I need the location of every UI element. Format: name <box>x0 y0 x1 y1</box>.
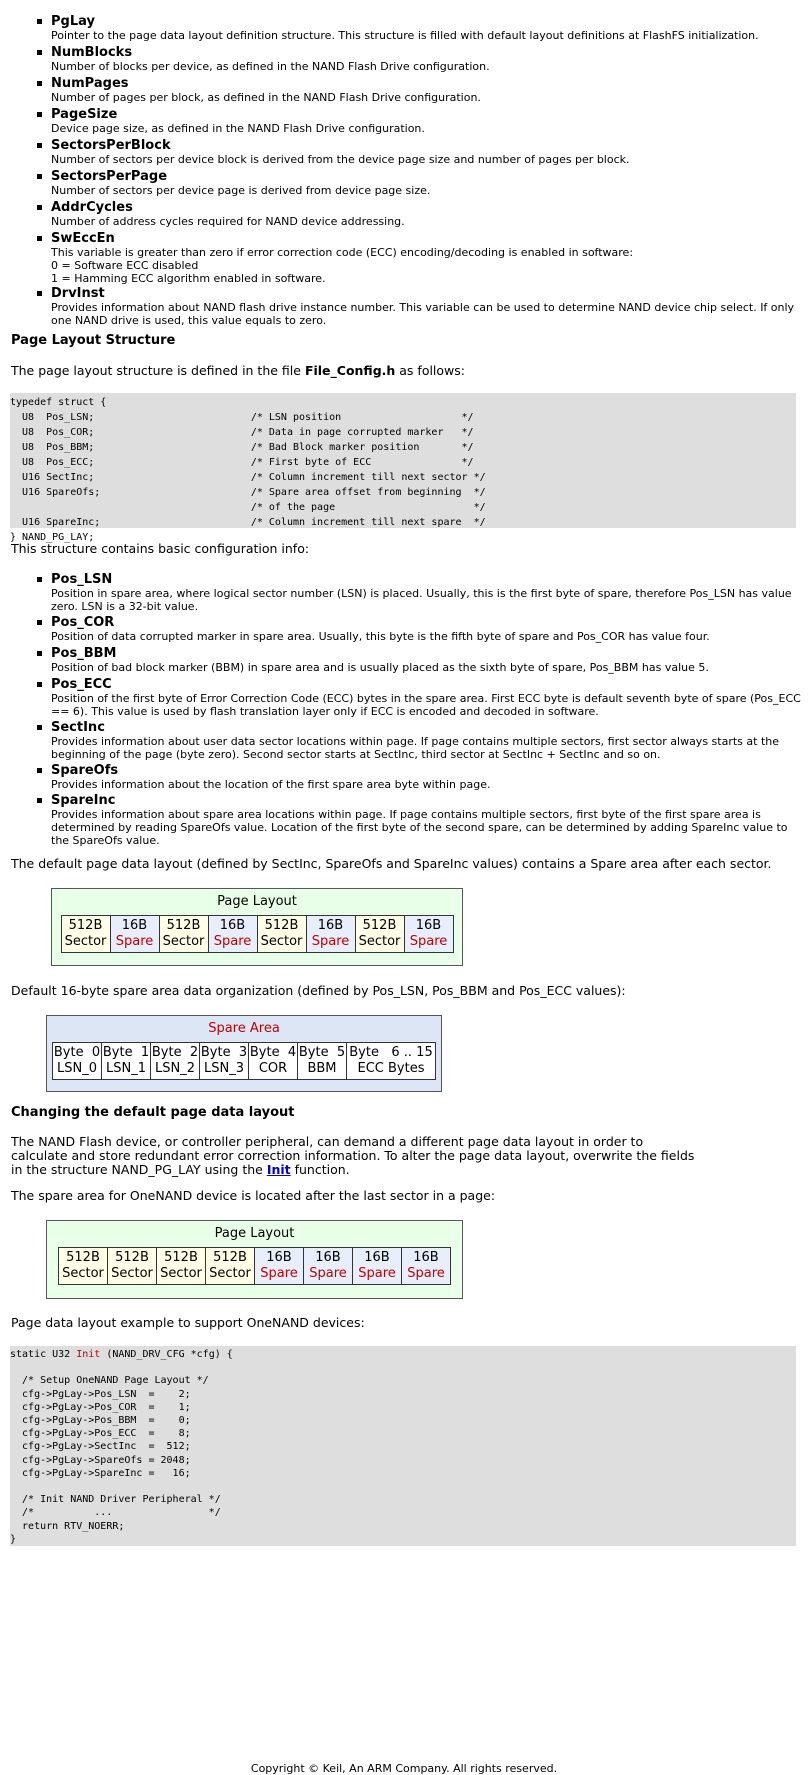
intro-structure-file: The page layout structure is defined in the file File_Config.h as follows: <box>11 363 466 378</box>
cell-size: Byte 5 <box>298 1045 346 1060</box>
intro-example: Page data layout example to support OneNAND devices: <box>11 1315 365 1330</box>
description-line: 1 = Hamming ECC algorithm enabled in software. <box>51 272 326 286</box>
description: Number of blocks per device, as defined in the NAND Flash Drive configuration. <box>51 60 490 73</box>
cell-type: Spare <box>115 934 154 949</box>
copyright-footer: Copyright © Keil, An ARM Company. All rights reserved. <box>250 1762 558 1775</box>
cell-size: 16B <box>315 1250 341 1265</box>
list-item <box>51 720 801 761</box>
layout-cell <box>208 916 257 953</box>
cell-size: 16B <box>121 918 148 933</box>
description: Position of the first byte of Error Correction Code (ECC) bytes in the spare area. First ECC byte is default seventh byte of spare (Pos_ECC == 6). This value is used by flash translation layer only if ECC is encoded and decoded in software. <box>51 692 801 719</box>
onenand-page-layout-figure <box>46 1220 463 1299</box>
section-title-changing-layout: Changing the default page data layout <box>11 1105 295 1120</box>
bullet-icon <box>37 620 42 625</box>
cell-size: 16B <box>415 918 442 933</box>
cell-type: Sector <box>111 1266 153 1281</box>
cell-size: 512B <box>264 918 299 933</box>
section-title-page-layout: Page Layout Structure <box>11 333 176 348</box>
layout-cell <box>59 1248 108 1285</box>
cell-size: 512B <box>115 1250 149 1265</box>
term: AddrCycles <box>51 200 133 215</box>
bullet-icon <box>37 768 42 773</box>
list-item <box>51 76 801 104</box>
cell-size: 512B <box>66 1250 100 1265</box>
file-name: File_Config.h <box>304 363 396 378</box>
description: Pointer to the page data layout definition structure. This structure is filled with default layout definitions at FlashFS initialization. <box>51 29 759 42</box>
bullet-icon <box>37 291 42 296</box>
init-function-name: Init <box>76 1349 101 1360</box>
term: DrvInst <box>51 286 105 301</box>
term: NumBlocks <box>51 45 133 60</box>
description: Number of sectors per device page is derived from device page size. <box>51 184 431 197</box>
bullet-icon <box>37 50 42 55</box>
cell-type: Spare <box>309 1266 347 1281</box>
description: Provides information about NAND flash drive instance number. This variable can be used to determine NAND device chip select. If only one NAND drive is used, this value equals to zero. <box>51 301 795 328</box>
layout-cell <box>200 1043 249 1080</box>
page-layout-table <box>61 915 454 953</box>
term: SpareInc <box>51 793 116 808</box>
intro-changing-layout: The NAND Flash device, or controller peripheral, can demand a different page data layout in order to calculate and store redundant error correction information. To alter the page data layout, overwrite the fields in the structure NAND_PG_LAY using the Init function. <box>11 1134 695 1177</box>
cell-type: Spare <box>358 1266 396 1281</box>
cell-size: Byte 0 <box>53 1045 101 1060</box>
description: Position of data corrupted marker in spare area. Usually, this byte is the fifth byte of spare and Pos_COR has value four. <box>51 630 710 643</box>
list-item <box>51 14 801 42</box>
layout-cell <box>102 1043 151 1080</box>
spare-area-figure <box>46 1015 442 1092</box>
term: SwEccEn <box>51 231 115 246</box>
spare-area-table <box>52 1042 436 1080</box>
cell-type: Sector <box>260 934 303 949</box>
intro-spare-area: Default 16-byte spare area data organization (defined by Pos_LSN, Pos_BBM and Pos_ECC values): <box>11 983 626 998</box>
list-item <box>51 169 801 197</box>
cell-size: 16B <box>413 1250 439 1265</box>
list-item <box>51 286 801 327</box>
term: Pos_COR <box>51 615 115 630</box>
layout-cell <box>298 1043 347 1080</box>
bullet-icon <box>37 725 42 730</box>
list-item <box>51 231 801 286</box>
bullet-icon <box>37 19 42 24</box>
layout-cell <box>108 1248 157 1285</box>
figure-caption: Page Layout <box>214 1226 295 1241</box>
cell-type: Spare <box>260 1266 298 1281</box>
onenand-page-layout-table <box>58 1247 451 1285</box>
layout-cell <box>157 1248 206 1285</box>
cell-type: BBM <box>307 1061 337 1076</box>
list-item <box>51 107 801 135</box>
init-code-block: static U32 Init (NAND_DRV_CFG *cfg) { /* Setup OneNAND Page Layout */ cfg->PgLay->Pos_LSN = 2; cfg->PgLay->Pos_COR = 1; cfg->PgLay->Pos_BBM = 0; cfg->PgLay->Pos_ECC = 8; cfg->PgLay->SectInc = 512; cfg->PgLay->SpareOfs = 2048; cfg->PgLay->SpareInc = 16; /* Init NAND Driver Peripheral */ /* ... */ return RTV_NOERR; } <box>10 1346 796 1546</box>
layout-cell <box>404 916 453 953</box>
description: Provides information about user data sector locations within page. If page contains multiple sectors, first sector always starts at the beginning of the page (byte zero). Second sector starts at SectInc, third sector at SectInc + SectInc and so on. <box>51 735 779 762</box>
layout-cell <box>306 916 355 953</box>
description: Position of bad block marker (BBM) in spare area and is usually placed as the sixth byte of spare, Pos_BBM has value 5. <box>51 661 709 674</box>
description: This variable is greater than zero if error correction code (ECC) encoding/decoding is enabled in software: <box>51 246 634 259</box>
term: NumPages <box>51 76 129 91</box>
term: SectorsPerBlock <box>51 138 171 153</box>
bullet-icon <box>37 577 42 582</box>
description-line: 0 = Software ECC disabled <box>51 259 199 273</box>
layout-cell <box>249 1043 298 1080</box>
description: Number of sectors per device block is derived from the device page size and number of pages per block. <box>51 153 630 166</box>
layout-cell <box>159 916 208 953</box>
bullet-icon <box>37 81 42 86</box>
cell-size: Byte 2 <box>151 1045 199 1060</box>
cell-size: Byte 6 .. 15 <box>349 1045 433 1060</box>
cell-size: 512B <box>166 918 201 933</box>
struct-code-block: typedef struct { U8 Pos_LSN; /* LSN position */ U8 Pos_COR; /* Data in page corrupted marker */ U8 Pos_BBM; /* Bad Block marker position */ U8 Pos_ECC; /* First byte of ECC */ U16 SectInc; /* Column increment till next sector */ U16 SpareOfs; /* Spare area offset from beginning */ /* of the page */ U16 SpareInc; /* Column increment till next spare */ } NAND_PG_LAY; <box>10 393 796 528</box>
intro-onenand: The spare area for OneNAND device is located after the last sector in a page: <box>11 1188 496 1203</box>
term: Pos_ECC <box>51 677 112 692</box>
cell-size: Byte 4 <box>249 1045 297 1060</box>
cell-type: Sector <box>62 1266 104 1281</box>
cell-size: 512B <box>213 1250 247 1265</box>
cell-type: LSN_2 <box>155 1061 195 1076</box>
layout-cell <box>304 1248 353 1285</box>
bullet-icon <box>37 112 42 117</box>
cell-size: 16B <box>219 918 246 933</box>
cell-type: COR <box>258 1061 288 1076</box>
term: Pos_LSN <box>51 572 113 587</box>
bullet-icon <box>37 143 42 148</box>
bullet-icon <box>37 651 42 656</box>
cell-size: 16B <box>266 1250 292 1265</box>
cell-size: 512B <box>68 918 103 933</box>
figure-caption: Page Layout <box>217 894 297 909</box>
layout-cell <box>206 1248 255 1285</box>
cell-type: ECC Bytes <box>357 1061 425 1076</box>
cell-type: Sector <box>162 934 205 949</box>
cell-type: Spare <box>311 934 350 949</box>
cell-size: Byte 3 <box>200 1045 248 1060</box>
description: Number of pages per block, as defined in the NAND Flash Drive configuration. <box>51 91 481 104</box>
cell-type: Spare <box>407 1266 445 1281</box>
layout-cell <box>402 1248 451 1285</box>
cell-size: 16B <box>364 1250 390 1265</box>
layout-cell <box>151 1043 200 1080</box>
list-item <box>51 45 801 73</box>
layout-cell <box>53 1043 102 1080</box>
cell-type: Spare <box>213 934 252 949</box>
list-item <box>51 646 801 674</box>
term: SectInc <box>51 720 105 735</box>
figure-caption: Spare Area <box>208 1021 280 1036</box>
cell-type: LSN_1 <box>106 1061 146 1076</box>
bullet-icon <box>37 798 42 803</box>
cell-type: Sector <box>358 934 401 949</box>
list-item <box>51 615 801 643</box>
list-item <box>51 763 801 791</box>
term: SectorsPerPage <box>51 169 168 184</box>
cell-type: Spare <box>409 934 448 949</box>
list-item <box>51 138 801 166</box>
cell-type: Sector <box>160 1266 202 1281</box>
list-item <box>51 793 801 848</box>
cell-size: 16B <box>317 918 344 933</box>
description: Number of address cycles required for NAND device addressing. <box>51 215 405 228</box>
init-link[interactable]: Init <box>266 1162 291 1177</box>
cell-size: Byte 1 <box>102 1045 150 1060</box>
layout-cell <box>110 916 159 953</box>
cell-type: LSN_3 <box>204 1061 244 1076</box>
layout-cell <box>257 916 306 953</box>
term: SpareOfs <box>51 763 119 778</box>
term: Pos_BBM <box>51 646 117 661</box>
term: PgLay <box>51 14 95 29</box>
bullet-icon <box>37 682 42 687</box>
layout-cell <box>61 916 110 953</box>
bullet-icon <box>37 174 42 179</box>
description: Provides information about the location of the first spare area byte within page. <box>51 778 491 791</box>
bullet-icon <box>37 205 42 210</box>
layout-cell <box>255 1248 304 1285</box>
intro-basic-info: This structure contains basic configuration info: <box>11 541 310 556</box>
description: Device page size, as defined in the NAND Flash Drive configuration. <box>51 122 425 135</box>
layout-cell <box>355 916 404 953</box>
term: PageSize <box>51 107 118 122</box>
cell-size: 512B <box>362 918 397 933</box>
layout-cell <box>347 1043 436 1080</box>
description: Position in spare area, where logical sector number (LSN) is placed. Usually, this is the first byte of spare, therefore Pos_LSN has value zero. LSN is a 32-bit value. <box>51 587 792 614</box>
layout-cell <box>353 1248 402 1285</box>
description: Provides information about spare area locations within page. If page contains multiple sectors, first byte of the first spare area is determined by reading SpareOfs value. Location of the first byte of the second spare, can be determined by adding SpareInc value to the SpareOfs value. <box>51 808 788 848</box>
cell-type: Sector <box>209 1266 251 1281</box>
list-item <box>51 677 801 718</box>
bullet-icon <box>37 236 42 241</box>
list-item <box>51 572 801 613</box>
cell-size: 512B <box>164 1250 198 1265</box>
cell-type: Sector <box>64 934 107 949</box>
cell-type: LSN_0 <box>57 1061 97 1076</box>
list-item <box>51 200 801 228</box>
intro-default-layout: The default page data layout (defined by SectInc, SpareOfs and SpareInc values) contains a Spare area after each sector. <box>11 856 772 871</box>
page-layout-figure <box>51 888 463 966</box>
